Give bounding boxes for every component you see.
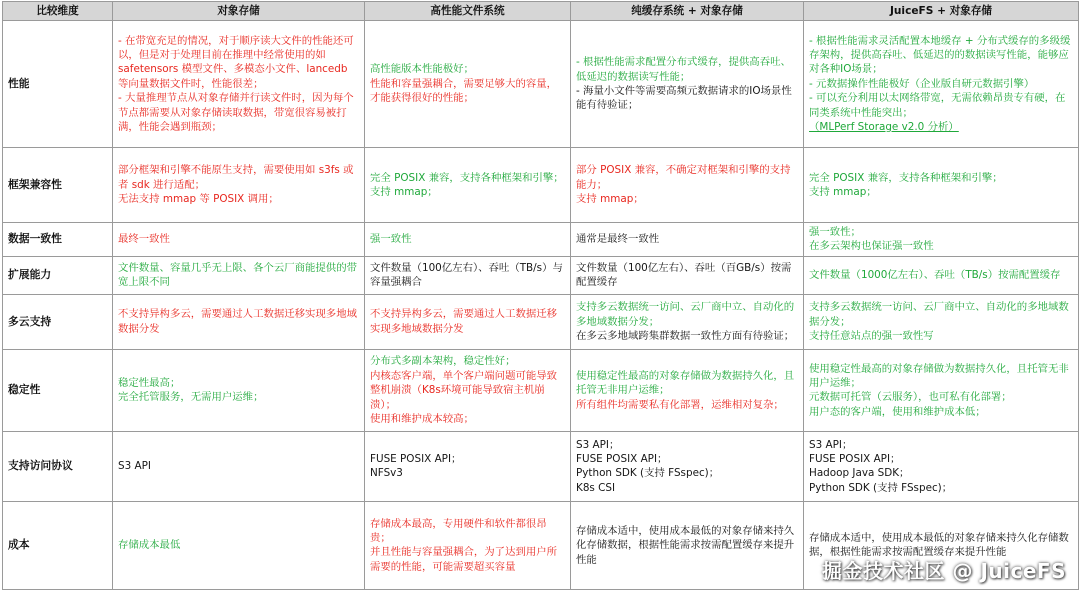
cell-juicefs-object-storage xyxy=(804,294,1079,349)
cell-text: 元数据可托管（云服务），也可私有化部署； xyxy=(809,391,1012,404)
row-dimension-label: 扩展能力 xyxy=(3,256,113,294)
table-row xyxy=(3,294,1079,349)
cell-object-storage xyxy=(113,349,365,431)
header-object-storage: 对象存储 xyxy=(113,2,365,21)
cell-text: 存储成本适中，使用成本最低的对象存储来持久化存储数据，根据性能需求按需配置缓存来提升性能 xyxy=(809,531,1069,559)
cell-text: S3 API； xyxy=(809,438,853,451)
cell-object-storage xyxy=(113,21,365,148)
cell-juicefs-object-storage xyxy=(804,349,1079,431)
cell-cache-object-storage xyxy=(571,294,804,349)
cell-text: 完全托管服务，无需用户运维； xyxy=(118,391,264,404)
cell-cache-object-storage xyxy=(571,431,804,501)
cell-text: 性能和容量强耦合，需要足够大的容量，才能获得很好的性能； xyxy=(370,77,558,105)
cell-text: - 根据性能需求配置分布式缓存，提供高吞吐、低延迟的数据读写性能； xyxy=(576,56,791,83)
cell-juicefs-object-storage xyxy=(804,21,1079,148)
cell-text: 支持 mmap； xyxy=(370,186,438,198)
cell-text: 使用和维护成本较高； xyxy=(370,412,474,425)
cell-hpc-filesystem xyxy=(365,148,571,223)
cell-text: 支持 mmap； xyxy=(809,186,877,198)
table-row xyxy=(3,21,1079,148)
table-row xyxy=(3,501,1079,589)
cell-text: 部分 POSIX 兼容，不确定对框架和引擎的支持能力； xyxy=(576,164,791,191)
cell-cache-object-storage xyxy=(571,501,804,589)
cell-object-storage xyxy=(113,294,365,349)
cell-text: 文件数量（100亿左右）、吞吐（TB/s）与容量强耦合 xyxy=(370,261,563,289)
cell-text: 使用稳定性最高的对象存储做为数据持久化，且托管无非用户运维； xyxy=(576,369,795,397)
cell-text: 所有组件均需要私有化部署，运维相对复杂； xyxy=(576,398,784,411)
cell-object-storage xyxy=(113,148,365,223)
cell-text: 存储成本适中，使用成本最低的对象存储来持久化存储数据，根据性能需求按需配置缓存来提升性能 xyxy=(576,524,795,566)
header-dimension: 比较维度 xyxy=(3,2,113,21)
row-dimension-label: 稳定性 xyxy=(3,349,113,431)
cell-hpc-filesystem xyxy=(365,21,571,148)
cell-object-storage xyxy=(113,223,365,257)
row-dimension-label: 多云支持 xyxy=(3,294,113,349)
cell-hpc-filesystem xyxy=(365,349,571,431)
cell-text: 使用稳定性最高的对象存储做为数据持久化，且托管无非用户运维； xyxy=(809,362,1069,389)
cell-text: Hadoop Java SDK； xyxy=(809,467,910,480)
cell-text: 并且性能与容量强耦合，为了达到用户所需要的性能，可能需要超买容量 xyxy=(370,546,558,573)
cell-text: 不支持异构多云，需要通过人工数据迁移实现多地域数据分发 xyxy=(370,308,558,335)
cell-hpc-filesystem xyxy=(365,223,571,257)
cell-text: - 大量推理节点从对象存储并行读文件时，因为每个节点都需要从对象存储读取数据，带宽很容易被打满，性能会遇到瓶颈； xyxy=(118,92,354,134)
header-cache-object-storage: 纯缓存系统 + 对象存储 xyxy=(571,2,804,21)
cell-text: 高性能版本性能极好； xyxy=(370,63,474,76)
cell-text: NFSv3 xyxy=(370,467,403,480)
cell-text: 稳定性最高； xyxy=(118,376,181,389)
cell-object-storage xyxy=(113,431,365,501)
cell-text: - 可以充分利用以太网络带宽，无需依赖昂贵专有硬，在同类系统中性能突出； xyxy=(809,92,1066,119)
cell-text: 不支持异构多云，需要通过人工数据迁移实现多地域数据分发 xyxy=(118,308,357,335)
cell-text: FUSE POSIX API； xyxy=(576,452,668,465)
cell-text: 通常是最终一致性 xyxy=(576,233,660,246)
cell-cache-object-storage xyxy=(571,349,804,431)
cell-text: FUSE POSIX API； xyxy=(809,452,901,465)
cell-text: S3 API xyxy=(118,460,151,473)
cell-juicefs-object-storage xyxy=(804,431,1079,501)
cell-text: 在多云架构也保证强一致性 xyxy=(809,240,934,253)
cell-text: 无法支持 mmap 等 POSIX 调用； xyxy=(118,193,279,206)
cell-text: 文件数量（1000亿左右）、吞吐（TB/s）按需配置缓存 xyxy=(809,269,1061,282)
comparison-table xyxy=(2,1,1079,590)
row-dimension-label: 支持访问协议 xyxy=(3,431,113,501)
cell-cache-object-storage xyxy=(571,148,804,223)
cell-hpc-filesystem xyxy=(365,501,571,589)
cell-text: 内核态客户端，单个客户端问题可能导致整机崩溃（K8s环境可能导致宿主机崩溃）； xyxy=(370,369,558,411)
header-hpc-filesystem: 高性能文件系统 xyxy=(365,2,571,21)
cell-text: 文件数量、容量几乎无上限、各个云厂商能提供的带宽上限不同 xyxy=(118,261,357,289)
cell-text: - 在带宽充足的情况，对于顺序读大文件的性能还可以，但是对于处理目前在推理中经常使用的如safetensors 模型文件、多模态小文件、lancedb 等向量数据文件时，性能很差； xyxy=(118,34,354,90)
cell-text: 在多云多地域跨集群数据一致性方面有待验证； xyxy=(576,330,795,343)
cell-cache-object-storage xyxy=(571,256,804,294)
cell-text: Python SDK (支持 FSspec)； xyxy=(809,481,953,494)
table-row xyxy=(3,431,1079,501)
cell-text: 支持多云数据统一访问、云厂商中立、自动化的多地域数据分发； xyxy=(576,301,795,328)
table-row xyxy=(3,148,1079,223)
cell-text: 部分框架和引擎不能原生支持，需要使用如 s3fs 或者 sdk 进行适配； xyxy=(118,164,354,191)
cell-juicefs-object-storage xyxy=(804,148,1079,223)
header-juicefs-object-storage: JuiceFS + 对象存储 xyxy=(804,2,1079,21)
cell-juicefs-object-storage xyxy=(804,223,1079,257)
cell-text: 支持任意站点的强一致性写 xyxy=(809,330,934,343)
table-row xyxy=(3,256,1079,294)
reference-link[interactable]: （MLPerf Storage v2.0 分析） xyxy=(809,121,959,134)
table-row xyxy=(3,223,1079,257)
cell-text: 存储成本最高，专用硬件和软件都很昂贵； xyxy=(370,517,547,544)
cell-text: 强一致性； xyxy=(809,226,861,238)
cell-text: 用户态的客户端，使用和维护成本低； xyxy=(809,405,986,418)
cell-text: 最终一致性 xyxy=(118,233,170,246)
cell-hpc-filesystem xyxy=(365,256,571,294)
cell-object-storage xyxy=(113,501,365,589)
watermark: 掘金技术社区 @ JuiceFS xyxy=(822,559,1066,583)
cell-text: FUSE POSIX API； xyxy=(370,452,462,465)
cell-text: S3 API； xyxy=(576,438,620,451)
cell-text: Python SDK (支持 FSspec)； xyxy=(576,467,720,480)
row-dimension-label: 性能 xyxy=(3,21,113,148)
cell-text: 完全 POSIX 兼容，支持各种框架和引擎； xyxy=(370,171,564,184)
cell-text: - 根据性能需求灵活配置本地缓存 + 分布式缓存的多级缓存架构，提供高吞吐、低延迟的的数据读写性能，能够应对各种IO场景； xyxy=(809,34,1071,76)
cell-hpc-filesystem xyxy=(365,294,571,349)
cell-cache-object-storage xyxy=(571,223,804,257)
cell-text: - 元数据操作性能极好（企业版自研元数据引擎） xyxy=(809,77,1035,90)
table-body xyxy=(3,21,1079,590)
cell-hpc-filesystem xyxy=(365,431,571,501)
row-dimension-label: 数据一致性 xyxy=(3,223,113,257)
cell-text: 存储成本最低 xyxy=(118,539,181,552)
header-row xyxy=(3,2,1079,21)
table-row xyxy=(3,349,1079,431)
cell-text: 完全 POSIX 兼容，支持各种框架和引擎； xyxy=(809,171,1003,184)
cell-text: 强一致性 xyxy=(370,233,412,246)
cell-text: K8s CSI xyxy=(576,481,616,494)
cell-text: 文件数量（100亿左右）、吞吐（百GB/s）按需配置缓存 xyxy=(576,261,792,289)
cell-text: 支持 mmap； xyxy=(576,193,644,206)
cell-cache-object-storage xyxy=(571,21,804,148)
cell-text: 分布式多副本架构，稳定性好； xyxy=(370,355,516,368)
cell-juicefs-object-storage xyxy=(804,501,1079,589)
cell-text: - 海量小文件等需要高频元数据请求的IO场景性能有待验证； xyxy=(576,85,792,112)
row-dimension-label: 框架兼容性 xyxy=(3,148,113,223)
cell-juicefs-object-storage xyxy=(804,256,1079,294)
cell-object-storage xyxy=(113,256,365,294)
row-dimension-label: 成本 xyxy=(3,501,113,589)
cell-text: 支持多云数据统一访问、云厂商中立、自动化的多地域数据分发； xyxy=(809,301,1069,328)
